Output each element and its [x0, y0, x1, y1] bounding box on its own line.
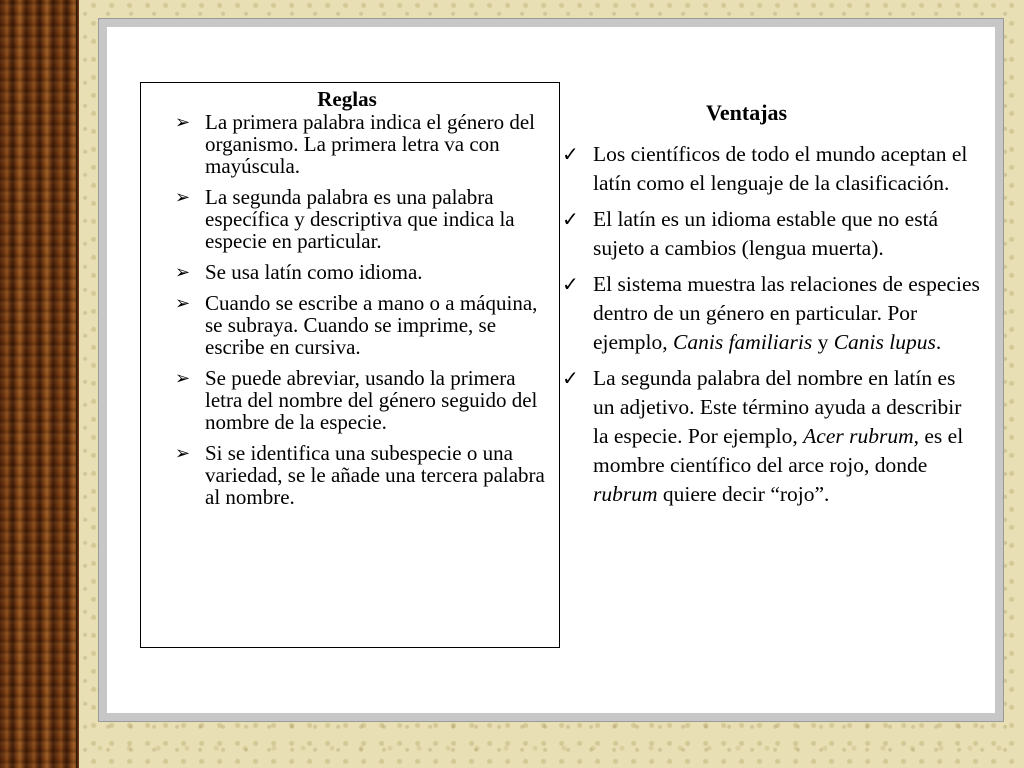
list-item — [562, 205, 982, 263]
advantage-text: y — [812, 330, 834, 354]
rule-text: Cuando se escribe a mano o a máquina, se subraya. Cuando se imprime, se escribe en cursiva. — [205, 291, 538, 359]
rules-box — [140, 82, 560, 648]
list-item — [141, 186, 553, 252]
list-item — [141, 442, 553, 508]
advantage-text: quiere decir “rojo”. — [657, 482, 830, 506]
list-item — [141, 111, 553, 177]
arrowhead-bullet-icon: ➢ — [175, 112, 191, 132]
advantage-text: El sistema muestra las relaciones de especies dentro de un género en particular. Por ejemplo, — [593, 272, 980, 354]
arrowhead-bullet-icon: ➢ — [175, 262, 191, 282]
species-name: Canis lupus — [833, 330, 936, 354]
checkmark-icon: ✓ — [562, 207, 579, 231]
arrowhead-bullet-icon: ➢ — [175, 368, 191, 388]
wood-border-edge — [76, 0, 79, 768]
checkmark-icon: ✓ — [562, 272, 579, 296]
checkmark-icon: ✓ — [562, 366, 579, 390]
arrowhead-bullet-icon: ➢ — [175, 293, 191, 313]
advantage-text: . — [935, 330, 942, 354]
advantages-title: Ventajas — [706, 100, 788, 125]
list-item — [141, 292, 553, 358]
list-item — [562, 364, 982, 509]
arrowhead-bullet-icon: ➢ — [175, 443, 191, 463]
species-name: Canis familiaris — [673, 330, 813, 354]
rules-title: Reglas — [317, 87, 377, 111]
rule-text: Se usa latín como idioma. — [205, 260, 423, 284]
rules-list — [141, 111, 553, 508]
checkmark-icon: ✓ — [562, 142, 579, 166]
advantages-list — [562, 140, 982, 516]
rule-text: La primera palabra indica el género del organismo. La primera letra va con mayúscula. — [205, 110, 535, 178]
rule-text: Se puede abreviar, usando la primera letra del nombre del género seguido del nombre de la especie. — [205, 366, 538, 434]
advantage-text: El latín es un idioma estable que no está sujeto a cambios (lengua muerta). — [593, 207, 939, 260]
advantage-text: Los científicos de todo el mundo aceptan el latín como el lenguaje de la clasificación. — [593, 142, 968, 195]
species-name: rubrum — [593, 482, 658, 506]
list-item — [141, 367, 553, 433]
list-item — [562, 140, 982, 198]
species-name: Acer rubrum — [803, 424, 914, 448]
wood-border-decoration — [0, 0, 76, 768]
advantage-text: La segunda palabra del nombre en latín es un adjetivo. Este término ayuda a describir la especie. Por ejemplo, — [593, 366, 962, 448]
list-item — [562, 270, 982, 357]
arrowhead-bullet-icon: ➢ — [175, 187, 191, 207]
list-item — [141, 261, 553, 283]
rule-text: Si se identifica una subespecie o una variedad, se le añade una tercera palabra al nombre. — [205, 441, 545, 509]
advantage-text: , es el mombre científico del arce rojo, donde — [593, 424, 964, 477]
rule-text: La segunda palabra es una palabra específica y descriptiva que indica la especie en particular. — [205, 185, 515, 253]
